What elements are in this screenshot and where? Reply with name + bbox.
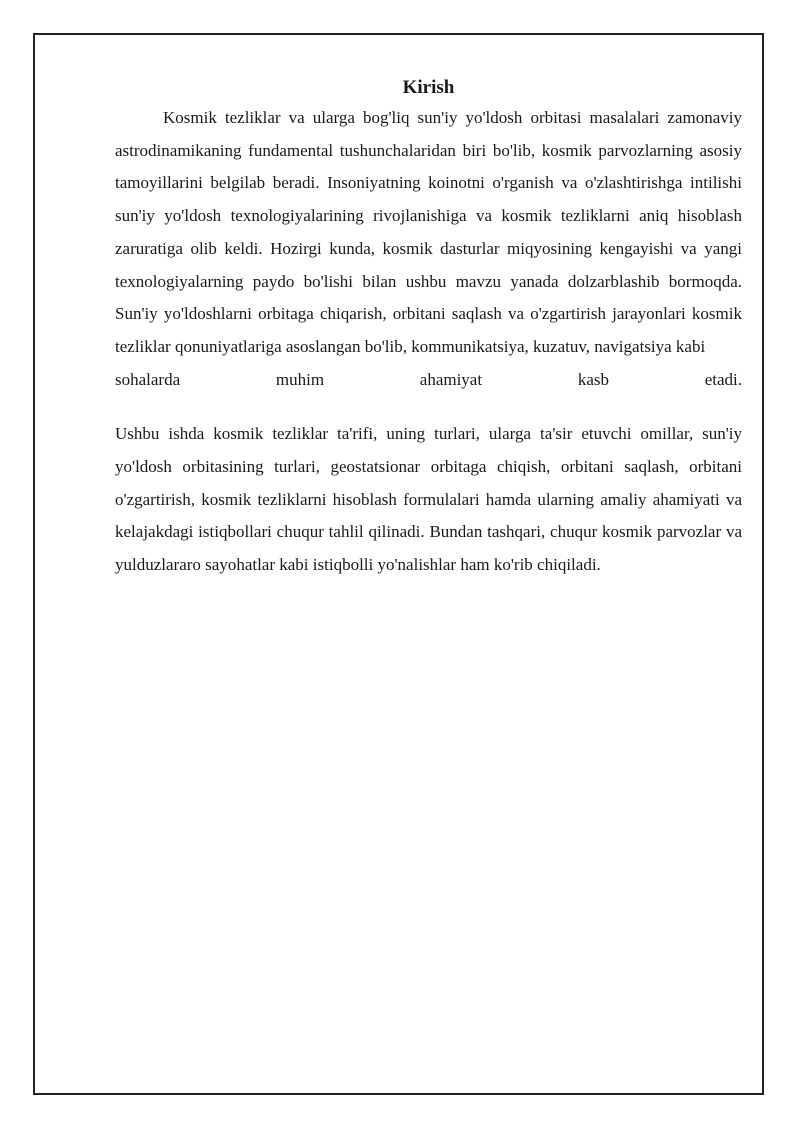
section-title: Kirish <box>402 77 455 98</box>
intro-paragraph-1: Kosmik tezliklar va ularga bog'liq sun'iy yo'ldosh orbitasi masalalari zamonaviy astrodinamikaning fundamental tushunchalaridan biri bo'lib, kosmik parvozlarning asosiy tamoyillarini belgilab beradi. Insoniyatning koinotni o'rganish va o'zlashtirishga intilishi sun'iy yo'ldosh texnologiyalarining rivojlanishiga va kosmik tezliklarni aniq hisoblash zaruratiga olib keldi. Hozirgi kunda, kosmik dasturlar miqyosining kengayishi va yangi texnologiyalarning paydo bo'lishi bilan ushbu mavzu yanada dolzarblashib bormoqda. Sun'iy yo'ldoshlarni orbitaga chiqarish, orbitani saqlash va o'zgartirish jarayonlari kosmik tezliklar qonuniyatlariga asoslangan bo'lib, kommunikatsiya, kuzatuv, navigatsiya kabi <box>115 108 742 356</box>
intro-paragraph-2: Ushbu ishda kosmik tezliklar ta'rifi, uning turlari, ularga ta'sir etuvchi omillar, sun'iy yo'ldosh orbitasining turlari, geostatsionar orbitaga chiqish, orbitani saqlash, orbitani o'zgartirish, kosmik tezliklarni hisoblash formulalari hamda ularning amaliy ahamiyati va kelajakdagi istiqbollari chuqur tahlil qilinadi. Bundan tashqari, chuqur kosmik parvozlar va yulduzlararo sayohatlar kabi istiqbolli yo'nalishlar ham ko'rib chiqiladi. <box>115 424 742 575</box>
intro-paragraph-1-last-line: sohalarda muhim ahamiyat kasb etadi. <box>115 369 742 389</box>
paragraph-gap <box>115 396 742 418</box>
document-body <box>115 76 742 582</box>
